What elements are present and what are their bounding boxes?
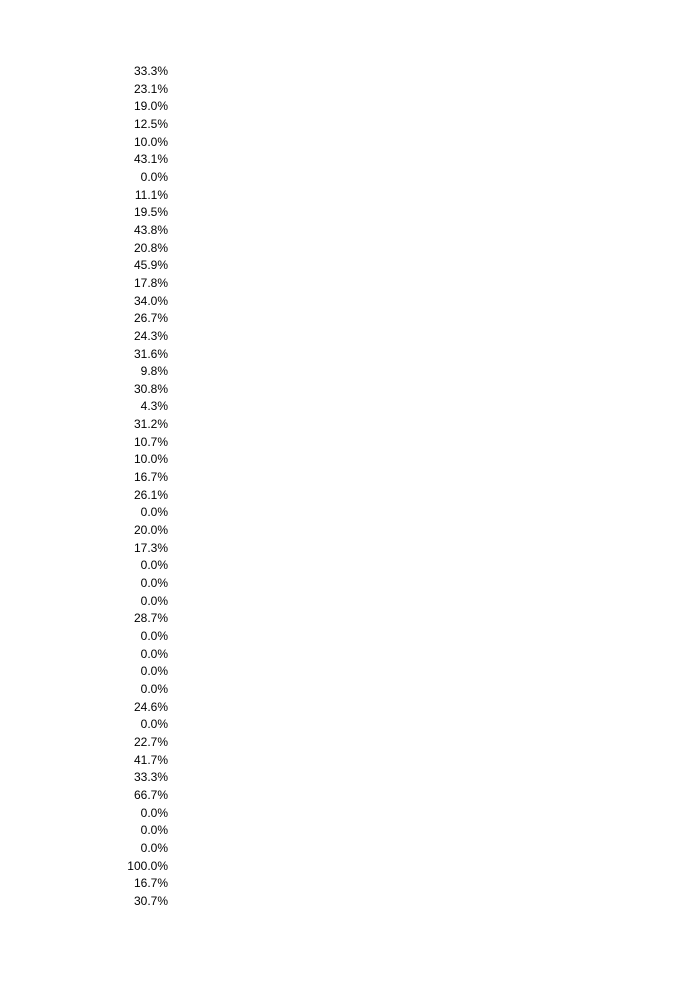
percentage-cell: 0.0% — [140, 717, 168, 732]
percentage-cell: 24.3% — [133, 328, 168, 343]
percentage-cell: 26.1% — [133, 487, 168, 502]
percentage-cell: 100.0% — [127, 858, 168, 873]
percentage-cell: 10.0% — [133, 134, 168, 149]
percentage-cell: 28.7% — [133, 611, 168, 626]
percentage-cell: 10.7% — [133, 434, 168, 449]
percentage-cell: 16.7% — [133, 876, 168, 891]
percentage-cell: 10.0% — [133, 452, 168, 467]
percentage-cell: 4.3% — [140, 399, 168, 414]
percentage-cell: 31.2% — [133, 417, 168, 432]
percentage-cell: 0.0% — [140, 681, 168, 696]
percentage-cell: 30.7% — [133, 893, 168, 908]
percentage-cell: 0.0% — [140, 505, 168, 520]
percentage-cell: 0.0% — [140, 664, 168, 679]
percentage-cell: 22.7% — [133, 734, 168, 749]
percentage-cell: 0.0% — [140, 646, 168, 661]
percentage-cell: 11.1% — [134, 187, 168, 202]
percentage-cell: 0.0% — [140, 558, 168, 573]
percentage-cell: 26.7% — [133, 311, 168, 326]
percentage-cell: 66.7% — [133, 787, 168, 802]
percentage-cell: 17.8% — [133, 275, 168, 290]
percentage-cell: 0.0% — [140, 823, 168, 838]
percentage-cell: 9.8% — [140, 364, 168, 379]
percentage-cell: 43.1% — [133, 152, 168, 167]
percentage-cell: 17.3% — [133, 540, 168, 555]
percentage-column — [100, 63, 168, 911]
percentage-cell: 41.7% — [133, 752, 168, 767]
percentage-cell: 20.0% — [133, 523, 168, 538]
percentage-cell: 33.3% — [133, 64, 168, 78]
percentage-cell: 33.3% — [133, 770, 168, 785]
percentage-cell: 23.1% — [133, 81, 168, 96]
percentage-cell: 0.0% — [140, 629, 168, 643]
percentage-cell: 24.6% — [133, 699, 168, 714]
percentage-cell: 0.0% — [140, 593, 168, 608]
percentage-cell: 45.9% — [133, 258, 168, 273]
percentage-cell: 19.0% — [133, 99, 168, 114]
percentage-cell: 16.7% — [133, 470, 168, 485]
percentage-cell: 0.0% — [140, 805, 168, 820]
percentage-cell: 34.0% — [133, 293, 168, 308]
percentage-cell: 30.8% — [133, 381, 168, 396]
percentage-cell: 43.8% — [133, 222, 168, 237]
percentage-cell: 20.8% — [133, 240, 168, 255]
percentage-cell: 0.0% — [140, 576, 168, 591]
percentage-cell: 19.5% — [133, 205, 168, 220]
percentage-cell: 31.6% — [133, 346, 168, 361]
percentage-cell: 0.0% — [140, 840, 168, 855]
percentage-cell: 12.5% — [133, 116, 168, 131]
percentage-cell: 0.0% — [140, 169, 168, 184]
